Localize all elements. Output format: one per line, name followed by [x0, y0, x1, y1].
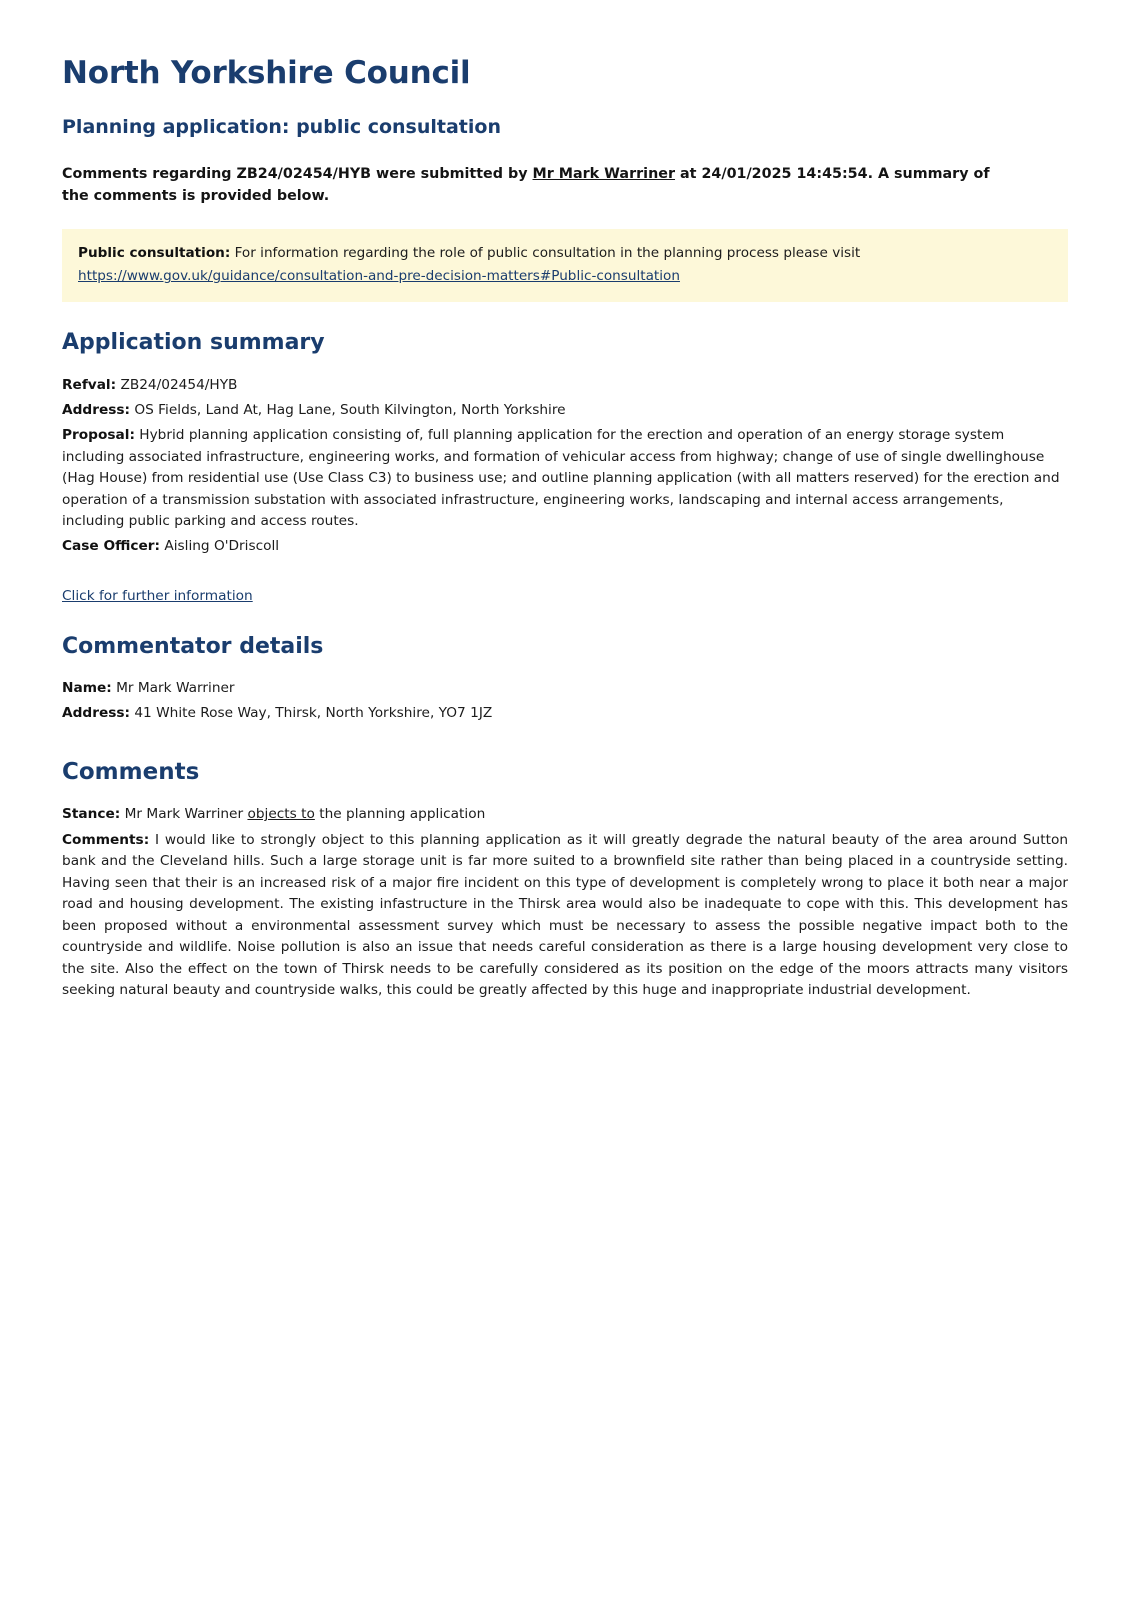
submission-suffix: at 24/01/2025 14:45:54. A summary of the comments is provided below. [62, 165, 990, 205]
commentator-name-value: Mr Mark Warriner [111, 680, 235, 697]
further-information-link[interactable]: Click for further information [62, 587, 253, 604]
stance-pre: Mr Mark Warriner [120, 806, 248, 823]
submission-prefix: Comments regarding ZB24/02454/HYB were submitted by [62, 165, 533, 182]
refval-label: Refval: [62, 376, 117, 393]
stance-label: Stance: [62, 806, 121, 823]
application-address-value: OS Fields, Land At, Hag Lane, South Kilvington, North Yorkshire [130, 402, 566, 419]
refval-field [62, 375, 1068, 396]
commentator-name-label: Name: [62, 680, 112, 697]
council-name: North Yorkshire Council [62, 55, 471, 91]
proposal-value: Hybrid planning application consisting of, full planning application for the erection and operation of an energy storage system including associated infrastructure, engineering works, and formation of vehicular access from highway; change of use of single dwellinghouse (Hag House) from residential use (Use Class C3) to business use; and outline planning application (with all matters reserved) for the erection and operation of a transmission substation with associated infrastructure, engineering works, landscaping and internal access arrangements, including public parking and access routes. [62, 427, 1060, 529]
stance-emphasis: objects to [247, 806, 315, 823]
page-title: Planning application: public consultation [62, 116, 501, 139]
proposal-label: Proposal: [62, 427, 135, 444]
commentator-address-field [62, 703, 1068, 724]
case-officer-label: Case Officer: [62, 538, 160, 555]
proposal-field [62, 425, 1068, 532]
notice-text: For information regarding the role of public consultation in the planning process please visit [230, 245, 861, 262]
commentator-name-field [62, 678, 1068, 699]
commentator-address-label: Address: [62, 705, 130, 722]
case-officer-value: Aisling O'Driscoll [160, 538, 280, 555]
comments-heading: Comments [62, 758, 200, 785]
commentator-address-value: 41 White Rose Way, Thirsk, North Yorkshire, YO7 1JZ [130, 705, 493, 722]
consultation-guidance-link[interactable]: https://www.gov.uk/guidance/consultation-and-pre-decision-matters#Public-consultation [78, 268, 680, 285]
submission-summary-line [62, 163, 1012, 207]
commentator-details-heading: Commentator details [62, 633, 324, 659]
application-summary-heading: Application summary [62, 330, 325, 356]
stance-field [62, 804, 1068, 825]
stance-post: the planning application [314, 806, 486, 823]
case-officer-field [62, 536, 1068, 557]
notice-label: Public consultation: [78, 245, 231, 262]
application-address-label: Address: [62, 402, 130, 419]
commenter-name-inline: Mr Mark Warriner [532, 165, 676, 182]
public-consultation-notice [62, 229, 1068, 302]
section-spacer [62, 729, 1068, 759]
comments-body [62, 830, 1068, 1002]
comments-text: I would like to strongly object to this planning application as it will greatly degrade the natural beauty of the area around Sutton bank and the Cleveland hills. Such a large storage unit is far more suited to a brownfield site rather than being placed in a countryside setting. Having seen that their is an increased risk of a major fire incident on this type of development is completely wrong to place it both near a major road and housing development. The existing infastructure in the Thirsk area would also be inadequate to cope with this. This development has been proposed without a environmental assessment survey which must be necessary to assess the possible negative impact both to the countryside and wildlife. Noise pollution is also an issue that needs careful consideration as there is a large housing development very close to the site. Also the effect on the town of Thirsk needs to be carefully considered as its position on the edge of the moors attracts many visitors seeking natural beauty and countryside walks, this could be greatly affected by this huge and inappropriate industrial development. [62, 831, 1068, 999]
refval-value: ZB24/02454/HYB [116, 376, 238, 393]
application-address-field [62, 400, 1068, 421]
comments-label: Comments: [62, 831, 150, 848]
